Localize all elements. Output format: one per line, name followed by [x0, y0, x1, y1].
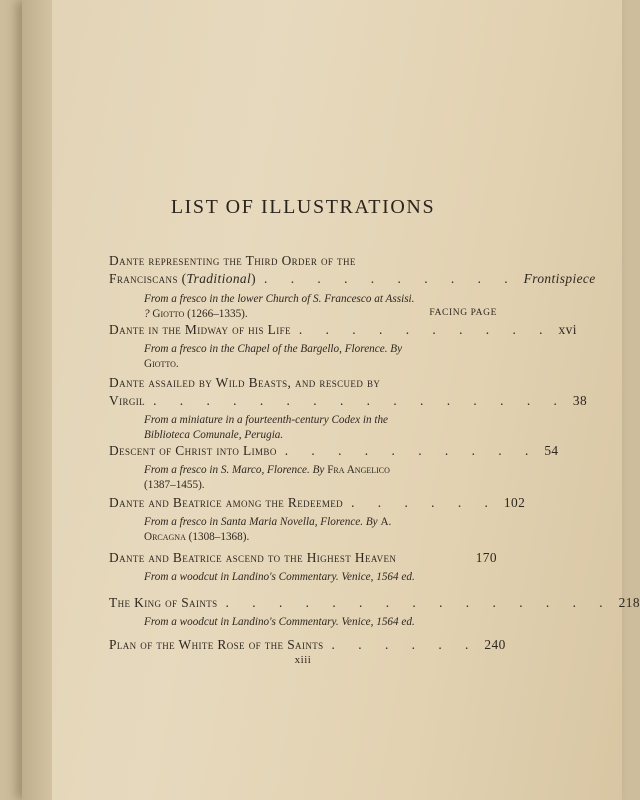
leader-dots: . . . . . . . . . . — [284, 443, 539, 458]
source-line: From a fresco in the Chapel of the Bargello, Florence. By — [144, 343, 403, 355]
illustration-entry — [109, 549, 497, 585]
source-line: From a fresco in Santa Maria Novella, Florence. By A. — [144, 516, 392, 528]
source-line: Biblioteca Comunale, Perugia. — [144, 429, 284, 441]
page-title: LIST OF ILLUSTRATIONS — [170, 196, 436, 218]
source-line: (1387–1455). — [144, 479, 205, 491]
page-number: 38 — [572, 393, 588, 408]
entry-title-line — [109, 321, 577, 339]
leader-dots: . . . . . . . . . . — [264, 271, 518, 286]
source-line: From a fresco in the lower Church of S. Francesco at Assisi. — [144, 293, 415, 305]
entry-title: Dante in the Midway of his Life — [109, 322, 291, 337]
entry-title: Descent of Christ into Limbo — [109, 443, 277, 458]
entry-title-line — [109, 594, 640, 612]
book-page — [22, 0, 640, 800]
entry-title: The King of Saints — [109, 595, 218, 610]
entry-title-line: Dante representing the Third Order of the — [109, 253, 356, 268]
entry-title: Virgil — [109, 393, 146, 408]
leader-dots: . . . . . . . . . . . . . . . . — [153, 393, 567, 408]
source-line: ? Giotto (1266–1335). — [144, 308, 248, 320]
page-gutter — [22, 0, 52, 800]
facing-page-label: FACING PAGE — [429, 308, 497, 318]
page-number: 218 — [618, 595, 640, 610]
source-line: Giotto. — [144, 358, 179, 370]
leader-dots: . . . . . . — [331, 637, 479, 652]
page-folio: xiii — [294, 654, 312, 666]
entry-title: Franciscans (Traditional) — [109, 271, 257, 286]
entry-title-line — [109, 636, 506, 654]
leader-dots: . . . . . . . . . . — [298, 322, 553, 337]
entry-title: Plan of the White Rose of the Saints — [109, 637, 324, 652]
source-line: From a woodcut in Landino's Commentary. Venice, 1564 ed. — [144, 571, 415, 583]
entry-title-line — [109, 392, 588, 410]
entry-title: Dante and Beatrice ascend to the Highest Heaven — [109, 550, 397, 565]
illustration-entry — [109, 494, 526, 545]
page-number: 102 — [503, 495, 526, 510]
source-line: From a woodcut in Landino's Commentary. Venice, 1564 ed. — [144, 616, 415, 628]
page-number: 54 — [544, 443, 559, 458]
page-number: xvi — [558, 322, 577, 337]
entry-title-line — [109, 270, 596, 288]
illustration-entry — [109, 321, 577, 372]
illustration-entry — [109, 636, 506, 654]
illustration-entry — [109, 374, 588, 443]
leader-dots: . . . . . . — [351, 495, 498, 510]
entry-title-line: Dante assailed by Wild Beasts, and rescued by — [109, 375, 381, 390]
entry-title-line — [109, 549, 497, 567]
entry-title-line — [109, 442, 559, 460]
source-line: Orcagna (1308–1368). — [144, 531, 250, 543]
entry-title: Dante and Beatrice among the Redeemed — [109, 495, 344, 510]
page-number: Frontispiece — [523, 271, 596, 286]
page-number: 240 — [484, 637, 506, 652]
entry-title-line — [109, 494, 526, 512]
leader-dots: . . . . . . . . . . . . . . . — [225, 595, 613, 610]
illustration-entry — [109, 594, 640, 630]
page-number: 170 — [475, 550, 497, 565]
illustration-entry — [109, 442, 559, 493]
source-line: From a miniature in a fourteenth-century Codex in the — [144, 414, 389, 426]
source-line: From a fresco in S. Marco, Florence. By Fra Angelico — [144, 464, 390, 476]
